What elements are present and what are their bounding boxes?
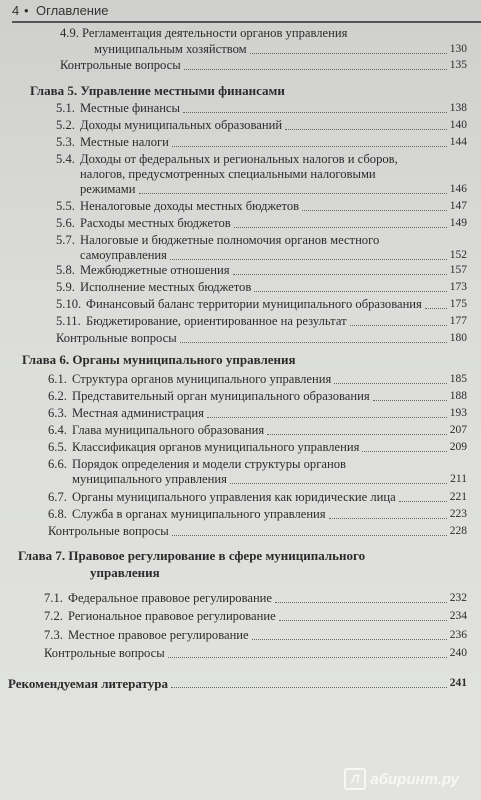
entry-number: 5.3. — [56, 135, 75, 149]
dot-leader — [350, 325, 447, 326]
entry-title: Классификация органов муниципального управления — [72, 440, 360, 454]
entry-title: Местная администрация — [72, 406, 204, 420]
toc-entry — [60, 58, 467, 73]
page-number: 146 — [449, 183, 467, 195]
toc-entry-line — [80, 182, 467, 197]
toc-entry — [56, 280, 467, 295]
toc-entry — [56, 118, 467, 133]
toc-entry — [48, 440, 467, 455]
toc-entry-line — [72, 472, 467, 487]
recommended-literature — [8, 676, 467, 691]
entry-number: 6.1. — [48, 372, 67, 386]
entry-title-cont: режимами — [80, 182, 136, 196]
dot-leader — [373, 400, 447, 401]
entry-number: 5.9. — [56, 280, 75, 294]
page-number: 138 — [449, 102, 467, 114]
dot-leader — [234, 227, 447, 228]
toc-entry — [56, 263, 467, 278]
entry-title: Контрольные вопросы — [56, 331, 177, 345]
entry-number: 6.4. — [48, 423, 67, 437]
watermark-text: абиринт.ру — [370, 770, 459, 788]
dot-leader — [168, 657, 447, 658]
page-number: 221 — [449, 491, 467, 503]
labirint-watermark — [344, 768, 459, 790]
entry-title: Региональное правовое регулирование — [68, 609, 276, 623]
entry-number: 6.6. — [48, 457, 67, 471]
entry-number: 6.3. — [48, 406, 67, 420]
entry-number: 7.3. — [44, 628, 63, 642]
page-number: 175 — [449, 298, 467, 310]
entry-title: Налоговые и бюджетные полномочия органов местного — [80, 233, 380, 247]
page-number: 211 — [450, 473, 467, 485]
dot-leader — [139, 193, 447, 194]
header-page-number: 4 — [12, 3, 20, 18]
page-number: 157 — [449, 264, 467, 276]
entry-title: Структура органов муниципального управления — [72, 372, 332, 386]
header-bullet: • — [24, 3, 29, 18]
toc-entry — [44, 628, 467, 643]
page-number: 193 — [449, 407, 467, 419]
page-number: 236 — [449, 629, 467, 641]
chapter-5-title: Глава 5. Управление местными финансами — [30, 83, 285, 98]
dot-leader — [252, 639, 447, 640]
entry-title: Контрольные вопросы — [60, 58, 181, 72]
entry-title: Бюджетирование, ориентированное на результат — [86, 314, 347, 328]
dot-leader — [399, 501, 447, 502]
entry-title: Доходы от федеральных и региональных налогов и сборов, — [80, 152, 398, 166]
page-number: 180 — [449, 332, 467, 344]
entry-number: 6.5. — [48, 440, 67, 454]
entry-title: Контрольные вопросы — [44, 646, 165, 660]
page-number: 144 — [449, 136, 467, 148]
toc-entry — [44, 609, 467, 624]
entry-title: Местное правовое регулирование — [68, 628, 249, 642]
toc-entry — [48, 524, 467, 539]
entry-number: 5.8. — [56, 263, 75, 277]
entry-title: Доходы муниципальных образований — [80, 118, 283, 132]
entry-title: Неналоговые доходы местных бюджетов — [80, 199, 300, 213]
dot-leader — [279, 620, 447, 621]
toc-entry-line: налогов, предусмотренных специальными налоговыми — [80, 167, 376, 181]
entry-number: 5.6. — [56, 216, 75, 230]
entry-title-cont: самоуправления — [80, 248, 167, 262]
entry-title: Межбюджетные отношения — [80, 263, 230, 277]
entry-number: 6.8. — [48, 507, 67, 521]
entry-number: 5.11. — [56, 314, 81, 328]
page-number: 130 — [449, 43, 467, 55]
dot-leader — [362, 451, 446, 452]
dot-leader — [207, 417, 447, 418]
entry-title-cont: муниципального управления — [72, 472, 227, 486]
dot-leader — [170, 259, 447, 260]
entry-title: Представительный орган муниципального образования — [72, 389, 370, 403]
toc-entry — [44, 646, 467, 661]
header-title: Оглавление — [36, 3, 109, 18]
entry-title: Финансовый баланс территории муниципального образования — [86, 297, 422, 311]
entry-number: 6.7. — [48, 490, 67, 504]
page-number: 234 — [449, 610, 467, 622]
entry-number: 7.2. — [44, 609, 63, 623]
page-number: 207 — [449, 424, 467, 436]
toc-entry — [56, 314, 467, 329]
toc-entry — [56, 297, 467, 312]
page-number: 147 — [449, 200, 467, 212]
toc-entry-line — [80, 248, 467, 263]
dot-leader — [184, 69, 447, 70]
entry-title: Служба в органах муниципального управления — [72, 507, 326, 521]
chapter-6-title: Глава 6. Органы муниципального управления — [22, 352, 296, 367]
dot-leader — [302, 210, 447, 211]
toc-entry — [56, 199, 467, 214]
entry-number: 5.10. — [56, 297, 82, 311]
chapter-7-title: Глава 7. Правовое регулирование в сфере муниципального — [18, 548, 366, 563]
entry-number: 7.1. — [44, 591, 63, 605]
page-number: 223 — [449, 508, 467, 520]
toc-entry — [94, 42, 467, 57]
entry-number: 5.4. — [56, 152, 75, 166]
dot-leader — [180, 342, 447, 343]
entry-title: муниципальным хозяйством — [94, 42, 247, 56]
toc-entry — [56, 331, 467, 346]
entry-title: Расходы местных бюджетов — [80, 216, 231, 230]
chapter-7-title-cont: управления — [90, 565, 160, 580]
page-number: 140 — [449, 119, 467, 131]
entry-title: Федеральное правовое регулирование — [68, 591, 273, 605]
page-number: 185 — [449, 373, 467, 385]
dot-leader — [275, 602, 447, 603]
entry-title: Местные налоги — [80, 135, 169, 149]
dot-leader — [172, 146, 447, 147]
toc-entry — [48, 490, 467, 505]
entry-title: Контрольные вопросы — [48, 524, 169, 538]
labirint-logo-icon: Л — [344, 768, 366, 790]
toc-entry — [48, 389, 467, 404]
dot-leader — [254, 291, 446, 292]
toc-entry — [56, 101, 467, 116]
entry-title: Порядок определения и модели структуры органов — [72, 457, 346, 471]
dot-leader — [329, 518, 447, 519]
dot-leader — [285, 129, 447, 130]
entry-title: Рекомендуемая литература — [8, 676, 168, 691]
page-number: 232 — [449, 592, 467, 604]
dot-leader — [334, 383, 446, 384]
dot-leader — [233, 274, 447, 275]
entry-number: 5.7. — [56, 233, 75, 247]
page-number: 135 — [449, 59, 467, 71]
page-number: 152 — [449, 249, 467, 261]
entry-number: 5.2. — [56, 118, 75, 132]
page-number: 177 — [449, 315, 467, 327]
toc-entry-line: 4.9. Регламентация деятельности органов управления — [60, 26, 348, 40]
entry-title: Местные финансы — [80, 101, 180, 115]
dot-leader — [250, 53, 447, 54]
page-number: 209 — [449, 441, 467, 453]
toc-entry-line — [56, 233, 379, 248]
dot-leader — [230, 483, 447, 484]
toc-entry — [48, 406, 467, 421]
dot-leader — [425, 308, 447, 309]
entry-title: Глава муниципального образования — [72, 423, 265, 437]
dot-leader — [183, 112, 447, 113]
toc-entry — [48, 423, 467, 438]
entry-number: 5.5. — [56, 199, 75, 213]
toc-entry — [48, 507, 467, 522]
page-number: 240 — [449, 647, 467, 659]
toc-entry — [56, 135, 467, 150]
entry-title: Органы муниципального управления как юридические лица — [72, 490, 396, 504]
page-number: 149 — [449, 217, 467, 229]
dot-leader — [172, 535, 447, 536]
page-number: 241 — [449, 677, 467, 689]
toc-entry-line — [56, 152, 398, 167]
toc-entry-line — [48, 457, 346, 472]
toc-entry — [44, 591, 467, 606]
toc-entry — [56, 216, 467, 231]
toc-entry — [48, 372, 467, 387]
page-number: 188 — [449, 390, 467, 402]
dot-leader — [267, 434, 447, 435]
page-number: 173 — [449, 281, 467, 293]
dot-leader — [171, 687, 447, 688]
entry-number: 5.1. — [56, 101, 75, 115]
page-number: 228 — [449, 525, 467, 537]
entry-number: 6.2. — [48, 389, 67, 403]
entry-title: Исполнение местных бюджетов — [80, 280, 252, 294]
